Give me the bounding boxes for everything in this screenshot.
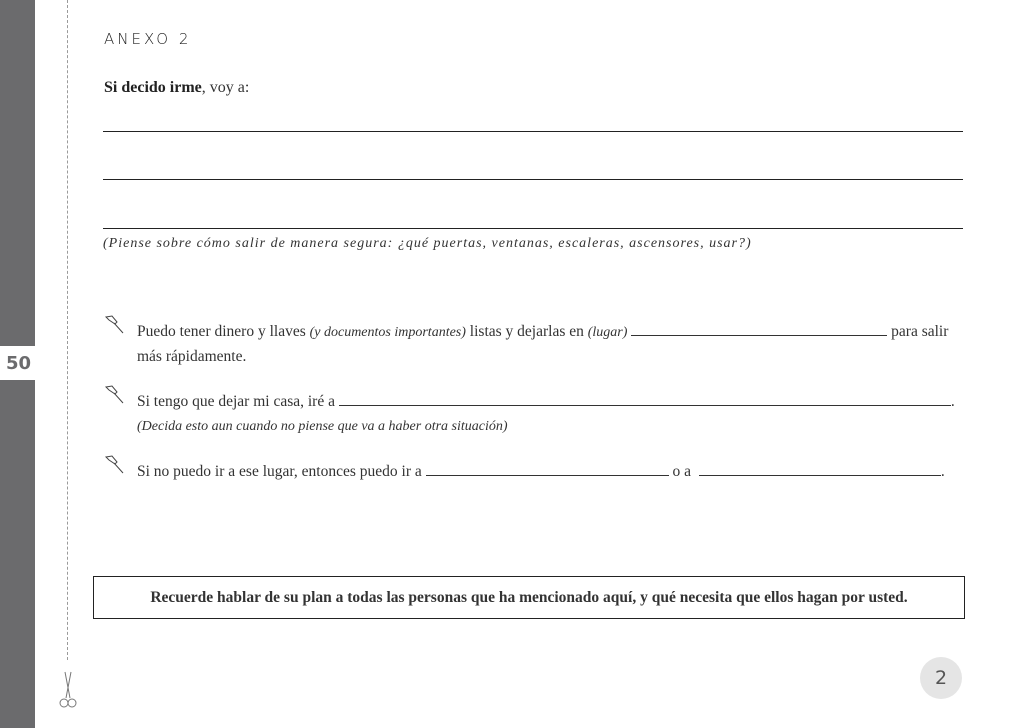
scissors-icon [56,670,80,710]
pushpin-icon [103,383,125,405]
answer-line-2[interactable] [103,179,963,180]
alternative-blank-2[interactable] [699,459,941,476]
intro-line [104,79,249,97]
pushpin-icon [103,313,125,335]
list-item-money-keys: Puedo tener dinero y llaves (y documentos importantes) listas y dejarlas en (lugar) para salir más rápidamente. [137,319,963,369]
reminder-box: Recuerde hablar de su plan a todas las personas que ha mencionado aquí, y qué necesita que ellos hagan por usted. [93,576,965,619]
list-item-destination: Si tengo que dejar mi casa, iré a . (Decida esto aun cuando no piense que va a haber otra situación) [137,389,963,439]
cut-line [67,0,68,660]
destination-note: (Decida esto aun cuando no piense que va a haber otra situación) [137,419,508,434]
location-blank[interactable] [631,319,887,336]
alternative-blank-1[interactable] [426,459,669,476]
destination-blank[interactable] [339,389,951,406]
page-number: 2 [920,657,962,699]
pushpin-icon [103,453,125,475]
answer-line-1[interactable] [103,131,963,132]
annex-title: ANEXO 2 [104,30,192,48]
intro-bold: Si decido irme [104,79,202,96]
list-item-alternatives: Si no puedo ir a ese lugar, entonces puedo ir a o a . [137,459,963,484]
safety-hint: (Piense sobre cómo salir de manera segura: ¿qué puertas, ventanas, escaleras, ascensores, usar?) [103,236,752,251]
intro-rest: , voy a: [201,79,250,96]
answer-line-3[interactable] [103,228,963,229]
side-page-tab: 50 [0,346,37,380]
